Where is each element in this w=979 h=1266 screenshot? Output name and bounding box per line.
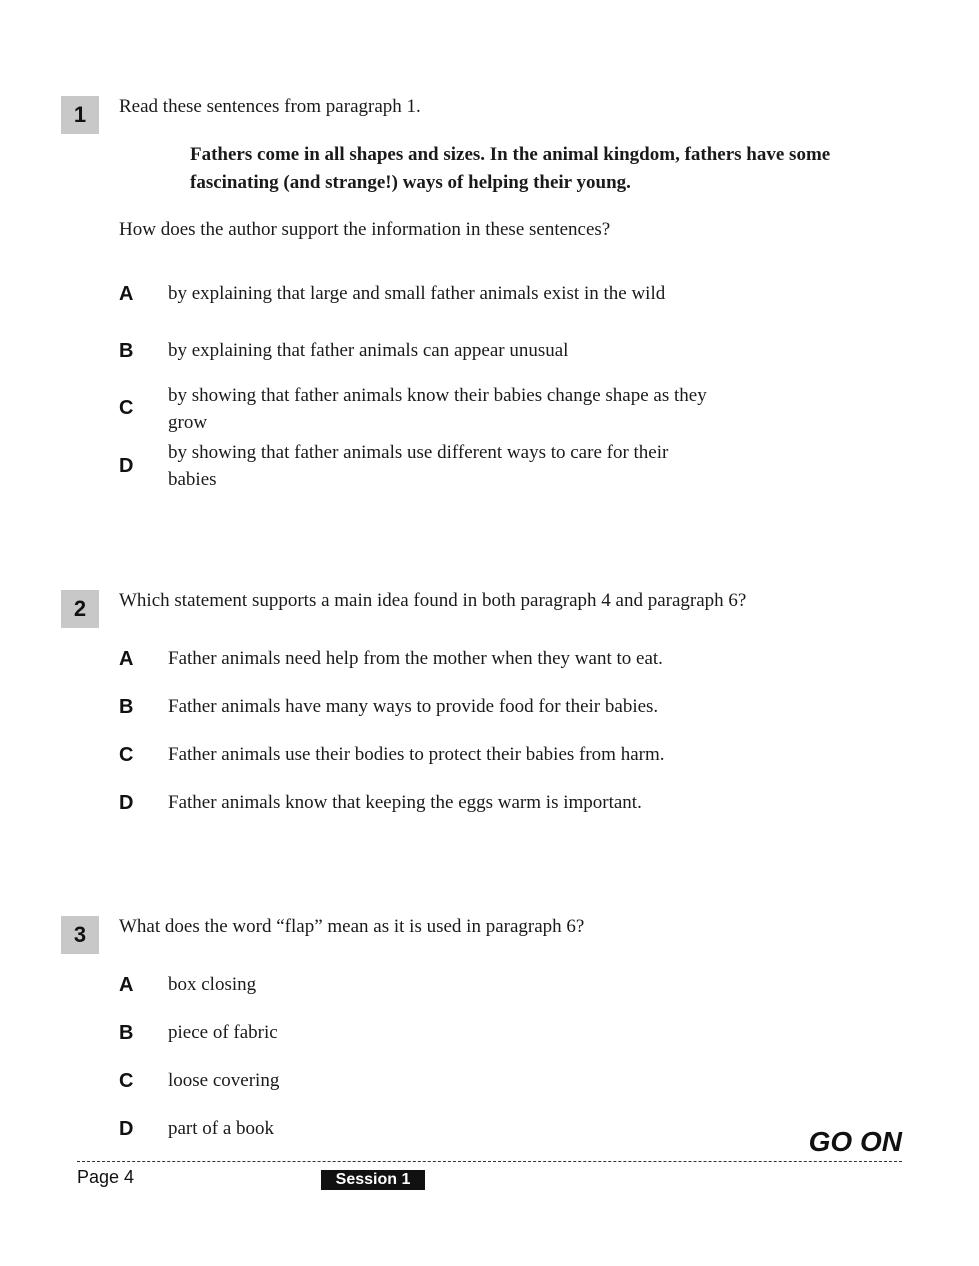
question-2-number: 2: [61, 590, 99, 628]
q3-option-b-letter[interactable]: B: [119, 1022, 134, 1044]
q2-option-c-text[interactable]: Father animals use their bodies to protect their babies from harm.: [168, 744, 665, 765]
q3-option-c-text[interactable]: loose covering: [168, 1070, 280, 1091]
q2-option-a-text[interactable]: Father animals need help from the mother when they want to eat.: [168, 648, 663, 669]
q1-option-a-text[interactable]: by explaining that large and small father animals exist in the wild: [168, 283, 666, 304]
session-badge: Session 1: [321, 1170, 425, 1190]
q1-option-c-text[interactable]: by showing that father animals know their babies change shape as they grow: [168, 385, 707, 433]
question-1-prompt: Read these sentences from paragraph 1.: [119, 96, 421, 117]
question-1-quote: Fathers come in all shapes and sizes. In the animal kingdom, fathers have some fascinating (and strange!) ways of helping their young.: [190, 144, 831, 193]
q2-option-c-letter[interactable]: C: [119, 744, 134, 766]
q1-option-b-text[interactable]: by explaining that father animals can appear unusual: [168, 340, 569, 361]
q2-option-d-letter[interactable]: D: [119, 792, 134, 814]
page-number: Page 4: [77, 1167, 135, 1187]
q1-option-c-letter[interactable]: C: [119, 397, 134, 419]
question-3-stem: What does the word “flap” mean as it is used in paragraph 6?: [119, 916, 585, 937]
q2-option-d-text[interactable]: Father animals know that keeping the eggs warm is important.: [168, 792, 642, 813]
q1-option-d-text[interactable]: by showing that father animals use different ways to care for their babies: [168, 442, 669, 490]
q2-option-b-text[interactable]: Father animals have many ways to provide food for their babies.: [168, 696, 659, 717]
q2-option-b-letter[interactable]: B: [119, 696, 134, 718]
question-1-number: 1: [61, 96, 99, 134]
q3-option-d-letter[interactable]: D: [119, 1118, 134, 1140]
q3-option-c-letter[interactable]: C: [119, 1070, 134, 1092]
go-on-label: GO ON: [808, 1126, 902, 1157]
q3-option-a-text[interactable]: box closing: [168, 974, 257, 995]
q3-option-d-text[interactable]: part of a book: [168, 1118, 275, 1139]
q1-option-a-letter[interactable]: A: [119, 283, 134, 305]
q2-option-a-letter[interactable]: A: [119, 648, 134, 670]
q3-option-b-text[interactable]: piece of fabric: [168, 1022, 278, 1043]
q1-option-b-letter[interactable]: B: [119, 340, 134, 362]
q3-option-a-letter[interactable]: A: [119, 974, 134, 996]
q1-option-d-letter[interactable]: D: [119, 455, 134, 477]
question-3-number: 3: [61, 916, 99, 954]
question-2-stem: Which statement supports a main idea found in both paragraph 4 and paragraph 6?: [119, 590, 747, 611]
footer-divider: [77, 1161, 902, 1162]
question-1-stem: How does the author support the information in these sentences?: [119, 219, 611, 240]
